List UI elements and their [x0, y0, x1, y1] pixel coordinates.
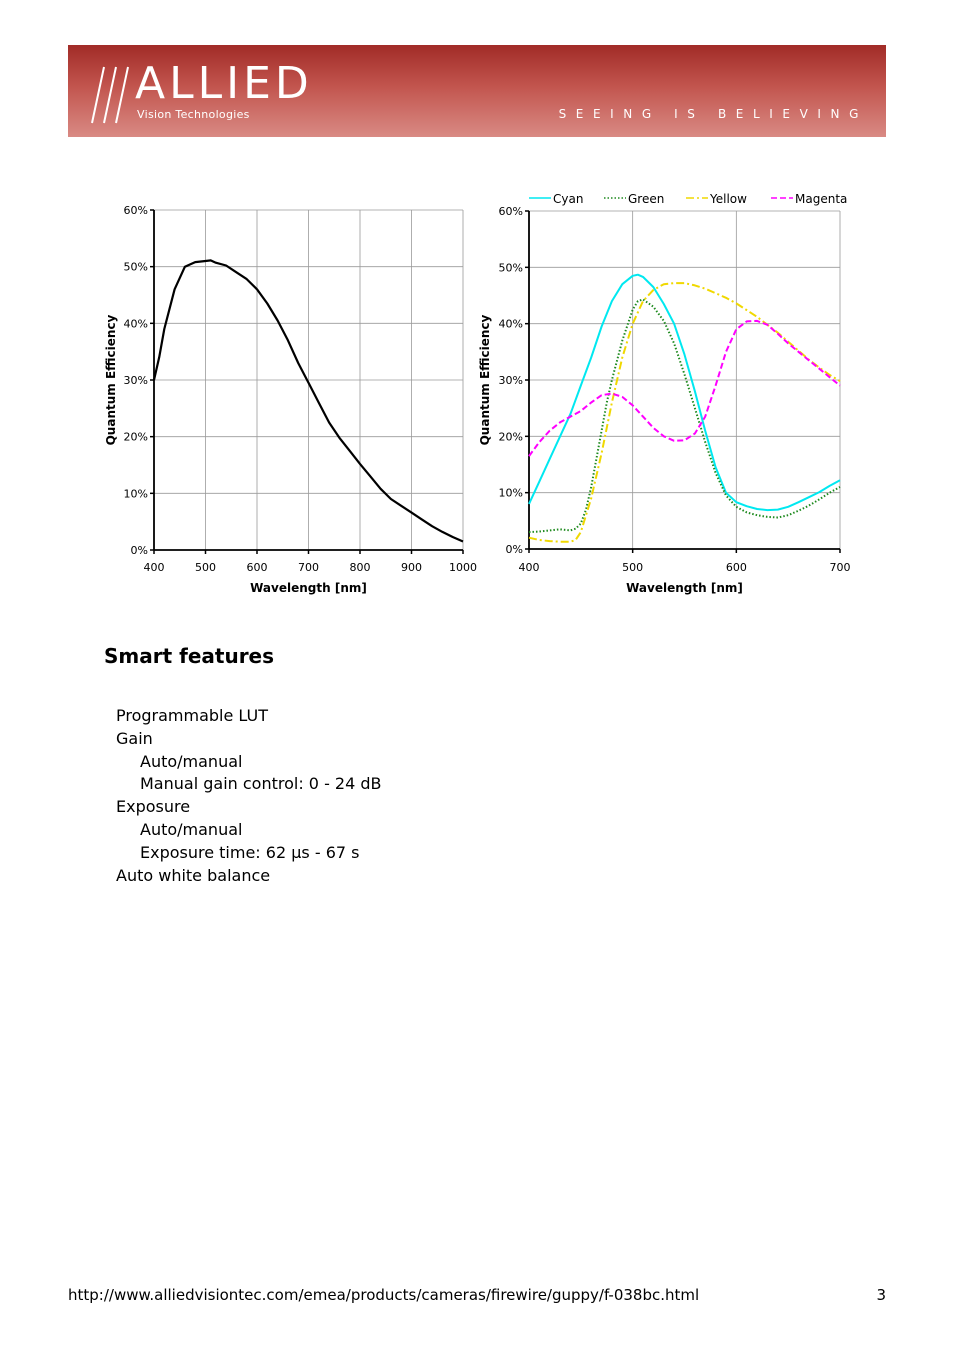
chart2-series-magenta — [529, 321, 840, 456]
chart2-y-axis-title: Quantum Efficiency — [478, 314, 492, 446]
feature-item: Auto white balance — [116, 865, 271, 885]
qe-charts — [0, 0, 954, 620]
chart1-y-tick-label: 50% — [123, 260, 148, 274]
chart1-y-tick-label: 20% — [123, 430, 148, 444]
chart2-y-tick-label: 20% — [498, 430, 523, 444]
chart1-x-tick-label: 500 — [195, 561, 216, 574]
chart1-x-axis-title: Wavelength [nm] — [250, 581, 367, 595]
chart2-y-tick-label: 10% — [498, 486, 523, 500]
chart1-y-tick-label: 60% — [123, 204, 148, 217]
chart2-x-tick-label: 400 — [518, 561, 540, 574]
section-title: Smart features — [104, 644, 275, 668]
chart2-series-green — [529, 299, 840, 532]
feature-item: Gain — [116, 728, 153, 748]
chart1-x-tick-label: 700 — [298, 561, 319, 574]
chart2-y-tick-label: 60% — [498, 205, 523, 218]
chart1-y-tick-label: 40% — [123, 317, 148, 331]
chart1-y-tick-label: 30% — [123, 374, 148, 387]
chart1-x-tick-label: 600 — [246, 561, 268, 574]
feature-subitem: Auto/manual — [140, 819, 243, 839]
feature-item: Programmable LUT — [116, 706, 269, 725]
chart2-x-axis-title: Wavelength [nm] — [626, 581, 743, 595]
chart2-legend-label-yellow: Yellow — [710, 192, 747, 206]
feature-subitem: Manual gain control: 0 - 24 dB — [140, 774, 382, 794]
chart1-x-tick-label: 1000 — [449, 561, 477, 574]
chart1-x-tick-label: 900 — [401, 561, 422, 574]
feature-subitem: Exposure time: 62 µs - 67 s — [140, 842, 360, 862]
chart2-y-tick-label: 30% — [498, 374, 523, 387]
tagline: SEEING IS BELIEVING — [558, 107, 868, 121]
chart1-y-tick-label: 0% — [130, 544, 148, 557]
chart2-legend-label-green: Green — [628, 192, 665, 206]
feature-item: Exposure — [116, 797, 191, 817]
chart2-x-tick-label: 700 — [829, 561, 851, 574]
logo-subtitle: Vision Technologies — [137, 108, 250, 121]
chart1-x-tick-label: 400 — [143, 561, 165, 574]
chart2-legend-label-magenta: Magenta — [795, 192, 848, 206]
chart2-series-yellow — [529, 283, 840, 542]
chart2-y-tick-label: 0% — [505, 543, 523, 556]
chart2-x-tick-label: 600 — [725, 561, 747, 574]
feature-subitem: Auto/manual — [140, 751, 243, 771]
footer-url-link[interactable]: http://www.alliedvisiontec.com/emea/products/cameras/firewire/guppy/f-038bc.html — [68, 1286, 700, 1304]
chart2-series-cyan — [529, 275, 840, 510]
chart2-y-tick-label: 50% — [498, 261, 523, 275]
logo-wordmark: ALLIED — [135, 58, 313, 109]
chart1-y-tick-label: 10% — [123, 487, 148, 501]
feature-list — [116, 705, 382, 887]
chart2-legend-label-cyan: Cyan — [553, 192, 584, 206]
chart2-y-tick-label: 40% — [498, 317, 523, 331]
page-number: 3 — [876, 1286, 886, 1304]
chart2-x-tick-label: 500 — [622, 561, 644, 574]
chart1-y-axis-title: Quantum Efficiency — [104, 314, 118, 446]
chart1-x-tick-label: 800 — [349, 561, 371, 574]
